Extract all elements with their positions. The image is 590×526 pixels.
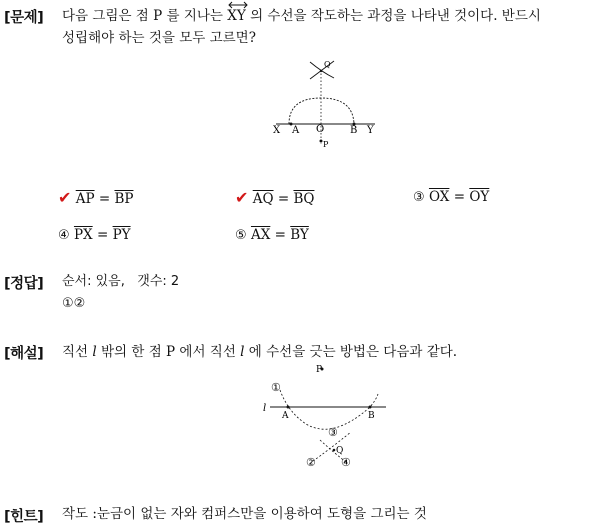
choice-1[interactable] xyxy=(58,188,133,207)
choice-2-eq: = xyxy=(277,191,290,207)
answer-tag: [정답] xyxy=(4,276,44,292)
answer-text xyxy=(62,271,179,315)
step-2-marker: ② xyxy=(306,456,316,469)
choice-4-lhs: $\overline{PX}$ xyxy=(73,227,93,243)
explanation-tag: [해설] xyxy=(4,346,44,362)
choice-4-rhs: $\overline{PY}$ xyxy=(112,227,131,243)
point-q xyxy=(333,449,336,452)
choice-5-lhs: $\overline{AX}$ xyxy=(250,227,271,243)
problem-tag: [문제] xyxy=(4,10,44,26)
hint-text: 작도 :눈금이 없는 자와 컴퍼스만을 이용하여 도형을 그리는 것 xyxy=(62,506,427,522)
explanation-post: 에 수선을 긋는 방법은 다음과 같다. xyxy=(244,344,458,360)
arc-from-p xyxy=(280,390,378,429)
label-a: A xyxy=(292,125,300,136)
point-q xyxy=(320,70,322,72)
problem-line-1-pre: 다음 그림은 점 P 를 지나는 xyxy=(62,8,228,24)
problem-line-1-seg: XY xyxy=(227,8,246,24)
double-arrow-icon xyxy=(227,1,249,9)
label-b: B xyxy=(350,125,358,136)
choice-1-eq: = xyxy=(98,191,111,207)
problem-line-1-post: 의 수선을 작도하는 과정을 나타낸 것이다. 반드시 xyxy=(245,8,541,24)
label-x: X xyxy=(273,125,281,136)
construction-arc xyxy=(289,98,354,124)
step-1-marker: ① xyxy=(271,381,281,394)
choice-2-rhs: $\overline{BQ}$ xyxy=(293,191,315,207)
explanation-mid: 밖의 한 점 P 에서 직선 xyxy=(96,344,241,360)
label-q: Q xyxy=(336,446,344,456)
explanation-text xyxy=(62,341,457,363)
construction-figure-1 xyxy=(262,52,392,157)
choice-1-rhs: $\overline{BP}$ xyxy=(114,191,134,207)
choice-5-rhs: $\overline{BY}$ xyxy=(290,227,309,243)
step-4-marker: ④ xyxy=(341,456,351,469)
choice-4[interactable] xyxy=(58,227,131,243)
problem-line-2: 성립해야 하는 것을 모두 고르면? xyxy=(62,30,256,46)
label-p: P xyxy=(316,365,323,375)
step-3-marker: ③ xyxy=(328,426,338,439)
construction-figure-2 xyxy=(258,362,393,472)
choice-3-lhs: $\overline{OX}$ xyxy=(428,189,450,205)
line-l-symbol: l xyxy=(240,344,245,360)
line-l-symbol: l xyxy=(92,344,97,360)
choice-5-eq: = xyxy=(274,227,286,243)
choice-4-number: ④ xyxy=(58,228,70,243)
label-a: A xyxy=(282,411,289,421)
problem-text xyxy=(62,5,541,49)
answer-line-2: ①② xyxy=(62,296,86,311)
choice-3-rhs: $\overline{OY}$ xyxy=(469,189,490,205)
choice-3[interactable] xyxy=(413,189,489,205)
line-xy-symbol xyxy=(227,5,246,27)
check-icon: ✔ xyxy=(235,188,249,207)
label-y: Y xyxy=(367,125,374,136)
label-q: Q xyxy=(324,60,331,69)
choice-4-eq: = xyxy=(96,227,109,243)
point-b xyxy=(369,406,372,409)
explanation-pre: 직선 xyxy=(62,344,93,360)
check-icon: ✔ xyxy=(58,188,72,207)
choice-2[interactable] xyxy=(235,188,314,207)
choice-5[interactable] xyxy=(235,227,309,243)
choice-5-number: ⑤ xyxy=(235,228,247,243)
answer-line-1: 순서: 있음, 갯수: 2 xyxy=(62,274,180,289)
choice-1-lhs: $\overline{AP}$ xyxy=(75,191,95,207)
hint-tag: [힌트] xyxy=(4,509,44,525)
point-a xyxy=(287,406,290,409)
label-o: O xyxy=(316,124,325,135)
label-b: B xyxy=(368,411,375,421)
problem-line-1 xyxy=(62,5,541,27)
choice-3-number: ③ xyxy=(413,190,425,205)
choice-2-lhs: $\overline{AQ}$ xyxy=(252,191,274,207)
choice-3-eq: = xyxy=(453,189,466,205)
label-l: l xyxy=(263,403,267,414)
label-p: P xyxy=(323,140,329,149)
